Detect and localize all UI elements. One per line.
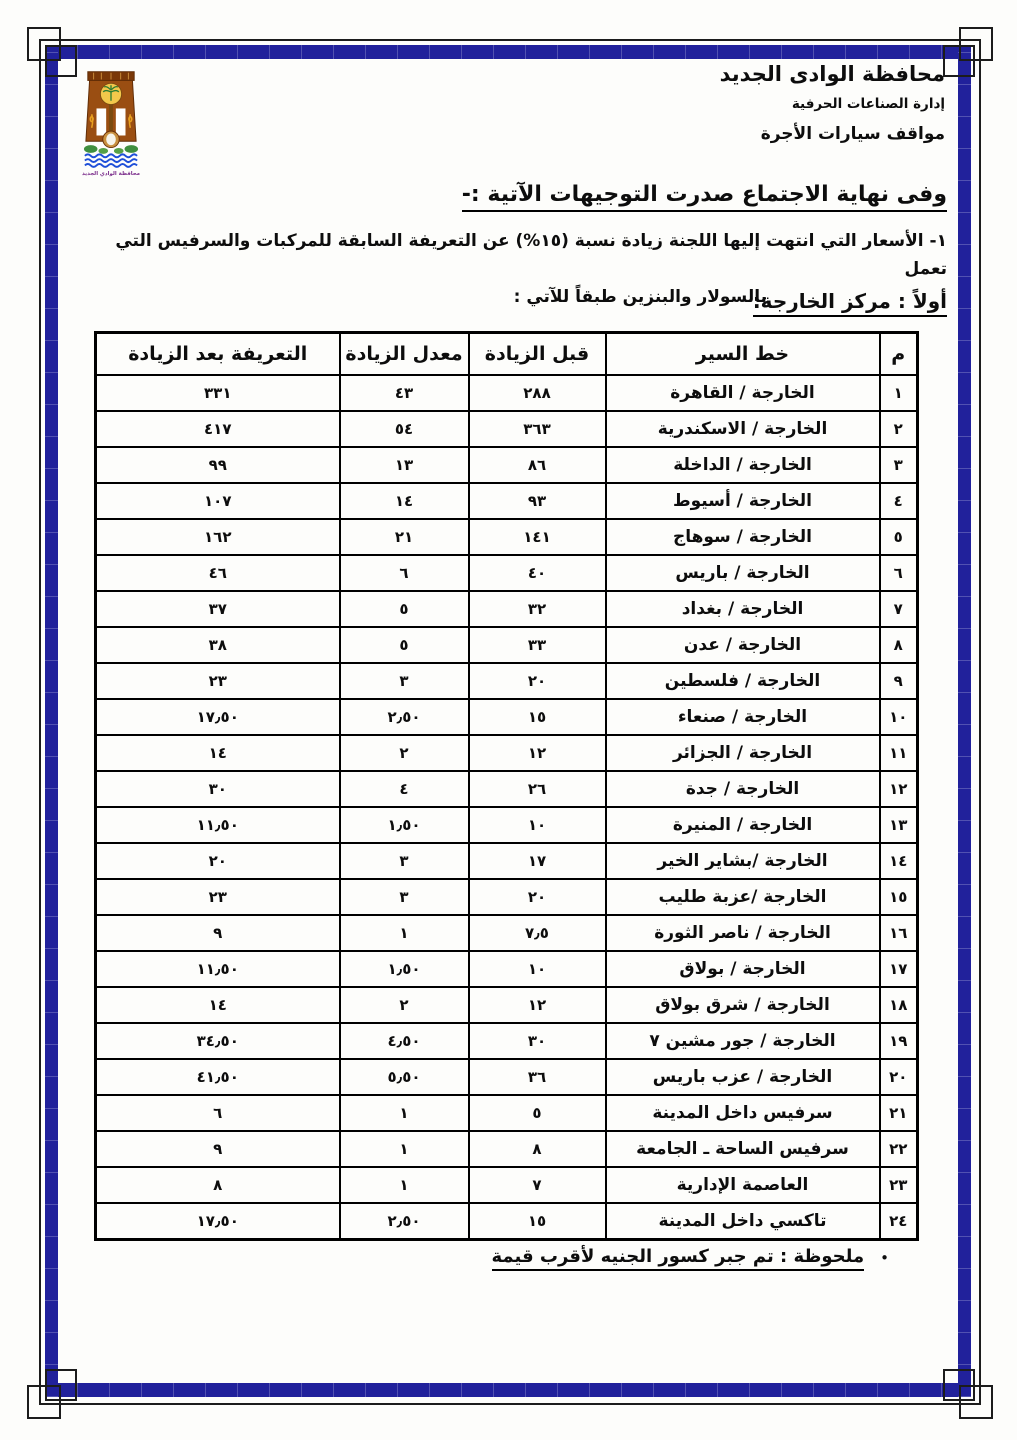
route-cell: الخارجة /بشاير الخير <box>606 843 880 879</box>
table-row <box>96 411 918 447</box>
value-cell: ١٫٥٠ <box>340 951 469 987</box>
route-cell: الخارجة / باريس <box>606 555 880 591</box>
fare-table <box>94 331 919 1241</box>
governorate-emblem-icon <box>82 64 140 178</box>
value-cell: ٥ <box>340 591 469 627</box>
value-cell: ٢٣ <box>96 879 340 915</box>
value-cell: ١٨ <box>880 987 918 1023</box>
value-cell: ٤٦ <box>96 555 340 591</box>
table-row <box>96 1167 918 1203</box>
route-cell: الخارجة / صنعاء <box>606 699 880 735</box>
route-cell: الخارجة /عزبة طليب <box>606 879 880 915</box>
route-cell: الخارجة / سوهاج <box>606 519 880 555</box>
value-cell: ١٦٢ <box>96 519 340 555</box>
table-row <box>96 591 918 627</box>
value-cell: ٣٤٫٥٠ <box>96 1023 340 1059</box>
value-cell: ١٤ <box>880 843 918 879</box>
value-cell: ١٦ <box>880 915 918 951</box>
table-row <box>96 843 918 879</box>
frame-band-top <box>45 45 971 59</box>
table-row <box>96 987 918 1023</box>
document-title: وفى نهاية الاجتماع صدرت التوجيهات الآتية :- <box>462 182 947 212</box>
value-cell: ٣٧ <box>96 591 340 627</box>
value-cell: ٩٣ <box>469 483 606 519</box>
value-cell: ٤٣ <box>340 375 469 411</box>
value-cell: ٣٦ <box>469 1059 606 1095</box>
value-cell: ٦ <box>880 555 918 591</box>
value-cell: ٥٫٥٠ <box>340 1059 469 1095</box>
value-cell: ٢١ <box>340 519 469 555</box>
value-cell: ٣٨ <box>96 627 340 663</box>
frame-corner-ornament <box>45 45 77 77</box>
table-row <box>96 627 918 663</box>
value-cell: ٦ <box>340 555 469 591</box>
value-cell: ٣٢ <box>469 591 606 627</box>
frame-corner-ornament <box>943 45 975 77</box>
value-cell: ١١٫٥٠ <box>96 951 340 987</box>
value-cell: ٨٦ <box>469 447 606 483</box>
value-cell: ١٠ <box>880 699 918 735</box>
value-cell: ٢ <box>340 735 469 771</box>
value-cell: ١٧ <box>469 843 606 879</box>
column-header: التعريفة بعد الزيادة <box>96 333 340 376</box>
value-cell: ٨ <box>469 1131 606 1167</box>
value-cell: ٤١٫٥٠ <box>96 1059 340 1095</box>
column-header: خط السير <box>606 333 880 376</box>
value-cell: ١٧٫٥٠ <box>96 1203 340 1240</box>
value-cell: ١٥ <box>469 699 606 735</box>
column-header: معدل الزيادة <box>340 333 469 376</box>
route-cell: سرفيس داخل المدينة <box>606 1095 880 1131</box>
route-cell: الخارجة / عدن <box>606 627 880 663</box>
value-cell: ١٣ <box>340 447 469 483</box>
table-row <box>96 1023 918 1059</box>
value-cell: ٢٣ <box>880 1167 918 1203</box>
value-cell: ١ <box>340 1167 469 1203</box>
value-cell: ١٠٧ <box>96 483 340 519</box>
table-row <box>96 1203 918 1240</box>
value-cell: ٤١٧ <box>96 411 340 447</box>
value-cell: ٣ <box>340 879 469 915</box>
value-cell: ٢٤ <box>880 1203 918 1240</box>
route-cell: الخارجة / الداخلة <box>606 447 880 483</box>
letterhead <box>720 62 945 144</box>
org-unit: مواقف سيارات الأجرة <box>760 124 945 144</box>
value-cell: ١٢ <box>469 735 606 771</box>
value-cell: ٣ <box>880 447 918 483</box>
value-cell: ١٫٥٠ <box>340 807 469 843</box>
route-cell: الخارجة / فلسطين <box>606 663 880 699</box>
route-cell: الخارجة / أسيوط <box>606 483 880 519</box>
paragraph-line-2: بالسولار والبنزين طبقاً للآتي : <box>513 287 767 308</box>
value-cell: ١١ <box>880 735 918 771</box>
column-header: قبل الزيادة <box>469 333 606 376</box>
value-cell: ٢٫٥٠ <box>340 699 469 735</box>
value-cell: ٢٠ <box>469 879 606 915</box>
value-cell: ١٢ <box>880 771 918 807</box>
footer-note <box>492 1246 889 1271</box>
value-cell: ٧٫٥ <box>469 915 606 951</box>
route-cell: الخارجة / المنيرة <box>606 807 880 843</box>
value-cell: ٨ <box>96 1167 340 1203</box>
value-cell: ٢٠ <box>469 663 606 699</box>
value-cell: ٤ <box>880 483 918 519</box>
column-header: م <box>880 333 918 376</box>
route-cell: الخارجة / الاسكندرية <box>606 411 880 447</box>
value-cell: ٩٩ <box>96 447 340 483</box>
value-cell: ٩ <box>96 915 340 951</box>
route-cell: الخارجة / جدة <box>606 771 880 807</box>
org-department: إدارة الصناعات الحرفية <box>791 96 945 112</box>
value-cell: ١٥ <box>880 879 918 915</box>
value-cell: ١٠ <box>469 951 606 987</box>
value-cell: ٢٦ <box>469 771 606 807</box>
table-row <box>96 1131 918 1167</box>
route-cell: الخارجة / عزب باريس <box>606 1059 880 1095</box>
table-row <box>96 519 918 555</box>
logo-caption: محافظة الوادي الجديد <box>82 171 140 178</box>
value-cell: ١١٫٥٠ <box>96 807 340 843</box>
frame-band-bottom <box>45 1383 971 1397</box>
value-cell: ٣٣ <box>469 627 606 663</box>
route-cell: الخارجة / الجزائر <box>606 735 880 771</box>
value-cell: ٢١ <box>880 1095 918 1131</box>
value-cell: ٢٢ <box>880 1131 918 1167</box>
value-cell: ٢ <box>880 411 918 447</box>
value-cell: ٢٠ <box>880 1059 918 1095</box>
section-label: أولاً : مركز الخارجة: <box>753 289 947 317</box>
value-cell: ٢ <box>340 987 469 1023</box>
value-cell: ١ <box>340 1131 469 1167</box>
frame-band-right <box>958 45 971 1397</box>
bullet-icon: • <box>880 1249 889 1267</box>
frame-corner-ornament <box>943 1369 975 1401</box>
value-cell: ٧ <box>880 591 918 627</box>
route-cell: الخارجة / شرق بولاق <box>606 987 880 1023</box>
value-cell: ٥ <box>340 627 469 663</box>
value-cell: ١ <box>340 1095 469 1131</box>
table-row <box>96 1095 918 1131</box>
value-cell: ٣٣١ <box>96 375 340 411</box>
value-cell: ٢٣ <box>96 663 340 699</box>
value-cell: ١٧٫٥٠ <box>96 699 340 735</box>
value-cell: ١ <box>880 375 918 411</box>
value-cell: ١٤ <box>96 987 340 1023</box>
route-cell: الخارجة / ناصر الثورة <box>606 915 880 951</box>
value-cell: ٤ <box>340 771 469 807</box>
value-cell: ١٤ <box>340 483 469 519</box>
paragraph-line-1: ١- الأسعار التي انتهت إليها اللجنة زيادة نسبة (١٥%) عن التعريفة السابقة للمركبات والسرفيس التي تعمل <box>115 231 947 280</box>
table-row <box>96 699 918 735</box>
table-row <box>96 375 918 411</box>
value-cell: ١٠ <box>469 807 606 843</box>
value-cell: ١ <box>340 915 469 951</box>
org-name: محافظة الوادى الجديد <box>719 62 945 86</box>
table-row <box>96 951 918 987</box>
value-cell: ٢٫٥٠ <box>340 1203 469 1240</box>
value-cell: ١٩ <box>880 1023 918 1059</box>
route-cell: سرفيس الساحة ـ الجامعة <box>606 1131 880 1167</box>
value-cell: ١٤١ <box>469 519 606 555</box>
route-cell: الخارجة / جور مشين ٧ <box>606 1023 880 1059</box>
value-cell: ٤٠ <box>469 555 606 591</box>
route-cell: الخارجة / بغداد <box>606 591 880 627</box>
value-cell: ٣٠ <box>469 1023 606 1059</box>
table-row <box>96 555 918 591</box>
table-row <box>96 735 918 771</box>
table-row <box>96 663 918 699</box>
frame-band-left <box>45 45 58 1397</box>
value-cell: ٥٤ <box>340 411 469 447</box>
value-cell: ١٥ <box>469 1203 606 1240</box>
route-cell: تاكسي داخل المدينة <box>606 1203 880 1240</box>
value-cell: ٩ <box>880 663 918 699</box>
value-cell: ٢٨٨ <box>469 375 606 411</box>
table-row <box>96 915 918 951</box>
value-cell: ٣ <box>340 663 469 699</box>
value-cell: ١٤ <box>96 735 340 771</box>
value-cell: ٩ <box>96 1131 340 1167</box>
value-cell: ١٧ <box>880 951 918 987</box>
route-cell: العاصمة الإدارية <box>606 1167 880 1203</box>
value-cell: ٤٫٥٠ <box>340 1023 469 1059</box>
note-text: ملحوظة : تم جبر كسور الجنيه لأقرب قيمة <box>492 1246 865 1271</box>
table-row <box>96 771 918 807</box>
value-cell: ٥ <box>469 1095 606 1131</box>
value-cell: ٣ <box>340 843 469 879</box>
table-row <box>96 1059 918 1095</box>
value-cell: ٦ <box>96 1095 340 1131</box>
fare-table-body <box>96 375 918 1240</box>
governorate-logo <box>82 64 140 178</box>
value-cell: ١٢ <box>469 987 606 1023</box>
value-cell: ٧ <box>469 1167 606 1203</box>
value-cell: ٣٦٣ <box>469 411 606 447</box>
table-row <box>96 879 918 915</box>
route-cell: الخارجة / القاهرة <box>606 375 880 411</box>
value-cell: ٥ <box>880 519 918 555</box>
table-row <box>96 807 918 843</box>
table-header-row <box>96 333 918 376</box>
value-cell: ٣٠ <box>96 771 340 807</box>
value-cell: ٨ <box>880 627 918 663</box>
value-cell: ٢٠ <box>96 843 340 879</box>
table-row <box>96 447 918 483</box>
value-cell: ١٣ <box>880 807 918 843</box>
route-cell: الخارجة / بولاق <box>606 951 880 987</box>
frame-corner-ornament <box>45 1369 77 1401</box>
table-row <box>96 483 918 519</box>
